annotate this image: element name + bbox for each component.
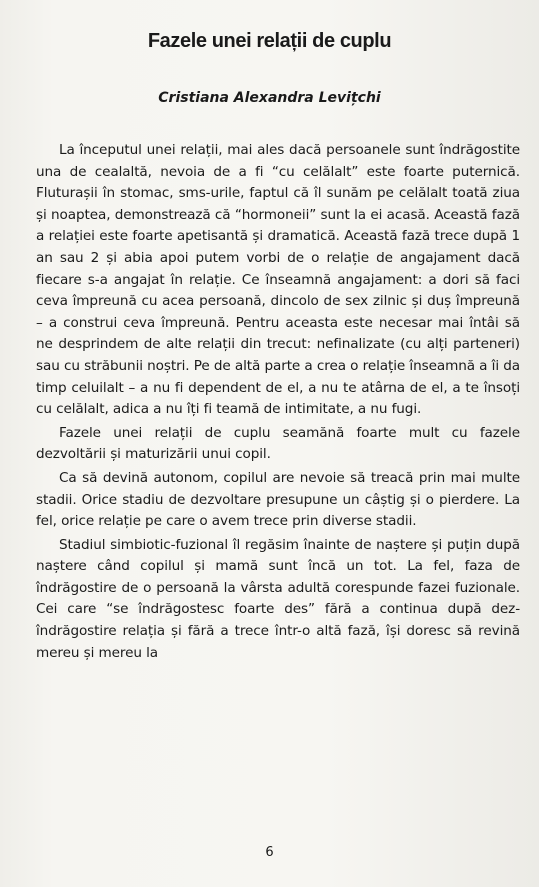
chapter-title: Fazele unei relații de cuplu bbox=[147, 30, 392, 52]
author-name: Cristiana Alexandra Levițchi bbox=[158, 90, 381, 106]
body-text bbox=[36, 140, 520, 666]
paragraph: Stadiul simbiotic-fuzional îl regăsim înainte de naștere și puțin după naștere când copilul și mamă sunt încă un tot. La fel, faza de îndrăgostire de o persoană la vârsta adultă corespunde fazei fuzionale. Cei care “se îndrăgostesc foarte des” fără a continua după dez-îndrăgostire relația și fără a trece într-o altă fază, își doresc să revină mereu și mereu la bbox=[36, 536, 520, 661]
paragraph: Ca să devină autonom, copilul are nevoie să treacă prin mai multe stadii. Orice stadiu de dezvoltare presupune un câștig și o pierdere. La fel, orice relație pe care o avem trece prin diverse stadii. bbox=[36, 469, 520, 530]
page-number: 6 bbox=[265, 845, 274, 860]
paragraph: Fazele unei relații de cuplu seamănă foarte mult cu fazele dezvoltării și maturizării unui copil. bbox=[36, 424, 520, 463]
paragraph: La începutul unei relații, mai ales dacă persoanele sunt îndrăgostite una de cealaltă, nevoia de a fi “cu celălalt” este foarte puternică. Fluturașii în stomac, sms-urile, faptul că îl sunăm pe celălalt toată ziua și noaptea, demonstrează că “hormoneii” sunt la ei acasă. Această fază a relației este foarte apetisantă și dramatică. Această fază trece după 1 an sau 2 și abia apoi putem vorbi de o relație de angajament dacă fiecare s-a angajat în relație. Ce înseamnă angajament: a dori să faci ceva împreună cu acea persoană, dincolo de sex zilnic și duș împreună – a construi ceva împreună. Pentru aceasta este necesar mai întâi să ne desprindem de alte relații din trecut: nefinalizate (cu alți parteneri) sau cu străbunii noștri. Pe de altă parte a crea o relație înseamnă a îi da timp celuilalt – a nu fi dependent de el, a nu te atârna de el, a te însoți cu celălalt, adica a nu îți fi teamă de intimitate, a nu fugi. bbox=[36, 142, 520, 418]
